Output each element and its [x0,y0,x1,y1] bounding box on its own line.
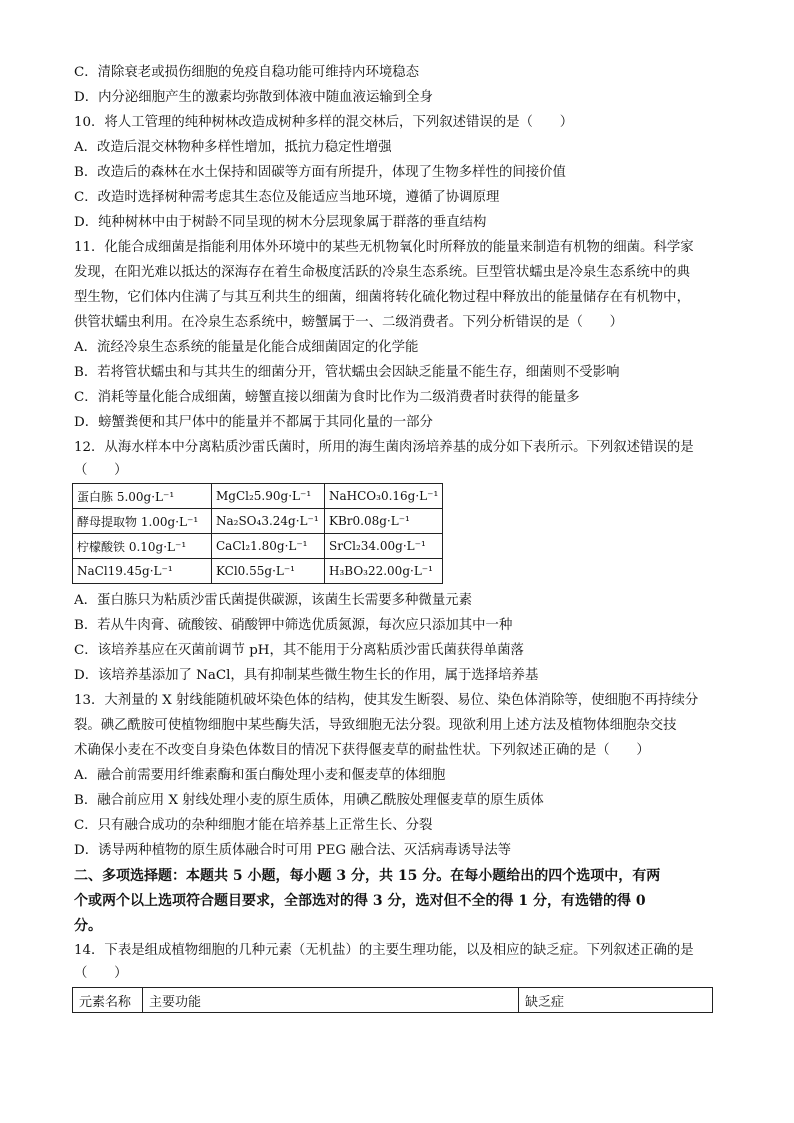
section-heading-line3: 分。 [74,918,102,934]
option-a-q12: A．蛋白胨只为粘质沙雷氏菌提供碳源，该菌生长需要多种微量元素 [74,593,472,608]
question-11-line3: 型生物，它们体内住满了与其互利共生的细菌，细菌将转化硫化物过程中释放出的能量储存在有机物中， [74,290,690,305]
option-d-q12: D．该培养基添加了 NaCl，具有抑制某些微生物生长的作用，属于选择培养基 [74,668,539,683]
column-header-element: 元素名称 [73,988,143,1013]
option-c-q13: C．只有融合成功的杂种细胞才能在培养基上正常生长、分裂 [74,818,433,833]
option-c-q11: C．消耗等量化能合成细菌，螃蟹直接以细菌为食时比作为二级消费者时获得的能量多 [74,390,580,405]
question-13-line2: 裂。碘乙酰胺可使植物细胞中某些酶失活，导致细胞无法分裂。现欲利用上述方法及植物体细胞杂交技 [74,718,677,733]
option-d-q9: D．内分泌细胞产生的激素均弥散到体液中随血液运输到全身 [74,90,433,105]
question-11-line2: 发现，在阳光难以抵达的深海存在着生命极度活跃的冷泉生态系统。巨型管状蠕虫是冷泉生态系统中的典 [74,265,690,280]
table-cell: NaHCO₃0.16g·L⁻¹ [325,484,443,509]
column-header-deficiency: 缺乏症 [519,988,713,1013]
table-cell: 柠檬酸铁 0.10g·L⁻¹ [73,534,212,559]
table-cell: KBr0.08g·L⁻¹ [325,509,443,534]
question-10: 10．将人工管理的纯种树林改造成树种多样的混交林后，下列叙述错误的是（ ） [74,115,574,130]
option-d-q10: D．纯种树林中由于树龄不同呈现的树木分层现象属于群落的垂直结构 [74,215,487,230]
table-row [73,534,443,559]
question-14-line1: 14．下表是组成植物细胞的几种元素（无机盐）的主要生理功能，以及相应的缺乏症。下列叙述正确的是 [74,943,694,958]
option-a-q13: A．融合前需要用纤维素酶和蛋白酶处理小麦和偃麦草的体细胞 [74,768,446,783]
table-cell: CaCl₂1.80g·L⁻¹ [212,534,325,559]
table-cell: KCl0.55g·L⁻¹ [212,559,325,584]
question-12-line2: （ ） [74,463,128,478]
section-heading-line2: 个或两个以上选项符合题目要求，全部选对的得 3 分，选对但不全的得 1 分，有选错的得 0 [74,893,646,909]
medium-composition-table [72,483,443,584]
table-cell: SrCl₂34.00g·L⁻¹ [325,534,443,559]
option-c-q10: C．改造时选择树种需考虑其生态位及能适应当地环境，遵循了协调原理 [74,190,500,205]
option-b-q13: B．融合前应用 X 射线处理小麦的原生质体，用碘乙酰胺处理偃麦草的原生质体 [74,793,544,808]
table-cell: Na₂SO₄3.24g·L⁻¹ [212,509,325,534]
option-d-q11: D．螃蟹粪便和其尸体中的能量并不都属于其同化量的一部分 [74,415,433,430]
table-header-row [73,988,713,1013]
question-11-line1: 11．化能合成细菌是指能利用体外环境中的某些无机物氧化时所释放的能量来制造有机物的细菌。科学家 [74,240,694,255]
question-11-line4: 供管状蠕虫利用。在冷泉生态系统中，螃蟹属于一、二级消费者。下列分析错误的是（ ） [74,315,624,330]
option-a-q10: A．改造后混交林物种多样性增加，抵抗力稳定性增强 [74,140,392,155]
question-13-line3: 术确保小麦在不改变自身染色体数目的情况下获得偃麦草的耐盐性状。下列叙述正确的是（ ） [74,743,650,758]
table-cell: 酵母提取物 1.00g·L⁻¹ [73,509,212,534]
option-d-q13: D．诱导两种植物的原生质体融合时可用 PEG 融合法、灭活病毒诱导法等 [74,843,512,858]
section-heading-line1: 二、多项选择题：本题共 5 小题，每小题 3 分，共 15 分。在每小题给出的四个选项中，有两 [74,868,661,884]
table-cell: NaCl19.45g·L⁻¹ [73,559,212,584]
column-header-function: 主要功能 [143,988,519,1013]
table-cell: H₃BO₃22.00g·L⁻¹ [325,559,443,584]
element-function-table [72,987,713,1013]
option-b-q12: B．若从牛肉膏、硫酸铵、硝酸钾中筛选优质氮源，每次应只添加其中一种 [74,618,513,633]
option-a-q11: A．流经冷泉生态系统的能量是化能合成细菌固定的化学能 [74,340,419,355]
question-12-line1: 12．从海水样本中分离粘质沙雷氏菌时，所用的海生菌肉汤培养基的成分如下表所示。下列叙述错误的是 [74,440,694,455]
option-c-q12: C．该培养基应在灭菌前调节 pH，其不能用于分离粘质沙雷氏菌获得单菌落 [74,643,524,658]
question-14-line2: （ ） [74,966,128,981]
table-row [73,559,443,584]
table-cell: 蛋白胨 5.00g·L⁻¹ [73,484,212,509]
option-b-q11: B．若将管状蠕虫和与其共生的细菌分开，管状蠕虫会因缺乏能量不能生存，细菌则不受影响 [74,365,620,380]
table-row [73,509,443,534]
option-c-q9: C．清除衰老或损伤细胞的免疫自稳功能可维持内环境稳态 [74,65,420,80]
table-row [73,484,443,509]
option-b-q10: B．改造后的森林在水土保持和固碳等方面有所提升，体现了生物多样性的间接价值 [74,165,566,180]
question-13-line1: 13．大剂量的 X 射线能随机破坏染色体的结构，使其发生断裂、易位、染色体消除等，使细胞不再持续分 [74,693,699,708]
table-cell: MgCl₂5.90g·L⁻¹ [212,484,325,509]
